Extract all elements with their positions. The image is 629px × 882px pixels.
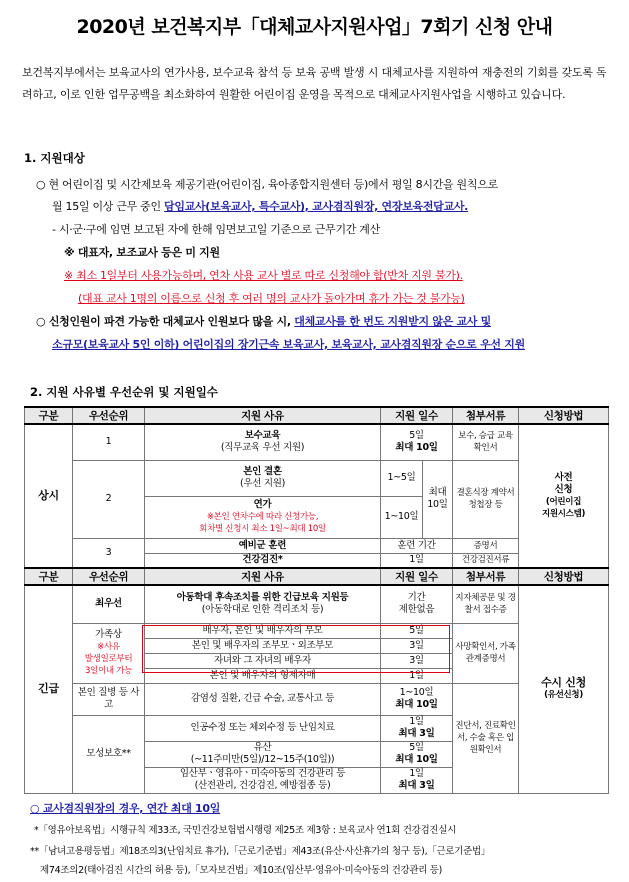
footnote-2: **「남녀고용평등법」제18조의3(난임치료 휴가),「근로기준법」제43조(유산·사산휴가의 청구 등),「근로기준법」 (30, 846, 491, 857)
header-documents: 첨부서류 (453, 568, 519, 585)
rank-cell: 최우선 (73, 585, 145, 623)
category-emergency: 긴급 (25, 585, 73, 793)
days-cell (381, 741, 453, 767)
reason-sub: (~11주미만(5일)/12~15주(10일)) (190, 754, 335, 765)
days-max: 10일 (427, 499, 448, 510)
table-header-row (25, 407, 609, 424)
reason-cell: 본인 및 배우자의 조부모ㆍ외조부모 (145, 638, 381, 653)
target-line-2a: 월 15일 이상 근무 중인 (52, 200, 164, 213)
reason-cell (145, 460, 381, 496)
method-advance (519, 424, 609, 568)
method-line: 지원시스템) (541, 509, 586, 519)
footnote-3: 제74조의2(태아검진 시간의 허용 등),「모자보건법」제10조(임산부·영유아·미숙아동의 건강관리 등) (40, 865, 443, 876)
days-value: 1일 (409, 768, 424, 779)
header-reason: 지원 사유 (145, 407, 381, 424)
rank-cell: 모성보호** (73, 715, 145, 793)
reason-note: ※본인 연차수에 따라 신청가능, (206, 512, 319, 522)
days-max-cell (423, 460, 453, 538)
method-line: 사전 (554, 472, 573, 483)
target-line-1: ○ 현 어린이집 및 시간제보육 제공기관(어린이집, 육아종합지원센터 등)에서 평일 8시간을 원칙으로 (36, 178, 498, 191)
target-line-7 (36, 313, 491, 329)
days-value: 5일 (409, 742, 424, 753)
days-max: 최대 3일 (398, 728, 435, 739)
table-row (25, 585, 609, 623)
rank-note: 발생일로부터 (84, 654, 133, 664)
page-title: 2020년 보건복지부「대체교사지원사업」7회기 신청 안내 (76, 16, 553, 38)
days-value: 제한없음 (398, 604, 435, 616)
days-value: 1~10일 (399, 687, 434, 698)
rank-cell: 2 (73, 460, 145, 538)
reason-title: 보수교육 (244, 430, 281, 442)
reason-cell (145, 585, 381, 623)
doc-cell: 지자체공문 및 경찰서 접수증 (453, 585, 519, 623)
doc-cell: 진단서, 진료확인서, 수술 혹은 입원확인서 (453, 683, 519, 793)
reason-cell: 배우자, 본인 및 배우자의 부모 (145, 623, 381, 638)
reason-cell: 건강검진* (145, 553, 381, 568)
days-max: 최대 (428, 487, 447, 498)
days-cell: 3일 (381, 638, 453, 653)
header-category: 구분 (25, 568, 73, 585)
category-sangsi: 상시 (25, 424, 73, 568)
reason-cell (145, 424, 381, 460)
days-cell (381, 715, 453, 741)
days-cell: 5일 (381, 623, 453, 638)
header-category: 구분 (25, 407, 73, 424)
reason-cell: 인공수정 또는 체외수정 등 난임치료 (145, 715, 381, 741)
reason-title: 유산 (253, 742, 272, 753)
days-cell: 1~5일 (381, 460, 423, 496)
days-cell: 1~10일 (381, 496, 423, 538)
priority-highlight-1: 대체교사를 한 번도 지원받지 않은 교사 및 (294, 315, 491, 328)
reason-sub: (직무교육 우선 지원) (220, 442, 305, 454)
reason-cell (145, 767, 381, 793)
days-cell: 훈련 기간 (381, 538, 453, 553)
days-cell (381, 585, 453, 623)
days-cell (381, 683, 453, 715)
header-days: 지원 일수 (381, 568, 453, 585)
days-value: 1일 (409, 716, 424, 727)
reason-cell: 본인 및 배우자의 형제자매 (145, 668, 381, 683)
reason-sub: (우선 지원) (239, 478, 286, 489)
method-line: (유선신청) (544, 690, 583, 701)
method-line: (어린이집 (545, 497, 582, 507)
target-line-2 (52, 198, 468, 214)
reason-cell: 감염성 질환, 긴급 수술, 교통사고 등 (145, 683, 381, 715)
header-reason: 지원 사유 (145, 568, 381, 585)
days-cell (381, 424, 453, 460)
days-cell: 1일 (381, 668, 453, 683)
header-method: 신청방법 (519, 568, 609, 585)
doc-cell: 건강검진서류 (453, 553, 519, 568)
reason-cell (145, 496, 381, 538)
target-teachers-highlight: 담임교사(보육교사, 특수교사), 교사겸직원장, 연장보육전담교사. (164, 200, 469, 213)
table-row (25, 424, 609, 460)
rank-cell: 1 (73, 424, 145, 460)
days-cell (381, 767, 453, 793)
method-line: 수시 신청 (541, 676, 586, 690)
reason-cell (145, 741, 381, 767)
reason-cell: 자녀와 그 자녀의 배우자 (145, 653, 381, 668)
doc-cell: 보수, 승급 교육확인서 (453, 424, 519, 460)
days-max: 최대 3일 (398, 780, 435, 791)
doc-cell: 결혼식장 계약서 청첩장 등 (453, 460, 519, 538)
rank-cell: 3 (73, 538, 145, 568)
reason-cell: 예비군 훈련 (145, 538, 381, 553)
days-max: 최대 10일 (395, 754, 438, 765)
doc-cell: 사망확인서, 가족관계증명서 (453, 623, 519, 683)
support-table (24, 406, 609, 794)
rank-title: 가족상 (95, 629, 122, 640)
days-cell: 1일 (381, 553, 453, 568)
reason-title: 임산부ㆍ영유아ㆍ미숙아동의 건강관리 등 (179, 768, 346, 779)
reason-sub: (아동학대로 인한 격리조치 등) (201, 604, 324, 616)
rank-cell: 본인 질병 등 사고 (73, 683, 145, 715)
reason-sub: (산전관리, 건강검진, 예방접종 등) (194, 780, 331, 791)
method-line: 신청 (554, 484, 573, 495)
rank-cell-family (73, 623, 145, 683)
target-line-3: - 시·군·구에 임면 보고된 자에 한해 임면보고일 기준으로 근무기간 계산 (52, 223, 380, 236)
days-value: 기간 (407, 592, 426, 604)
header-documents: 첨부서류 (453, 407, 519, 424)
method-emergency (519, 585, 609, 793)
days-max: 최대 10일 (395, 442, 438, 454)
days-cell: 3일 (381, 653, 453, 668)
priority-highlight-2: 소규모(보육교사 5인 이하) 어린이집의 장기근속 보육교사, 보육교사, 교사겸직원장 순으로 우선 지원 (52, 338, 525, 351)
days-max: 최대 10일 (395, 699, 438, 710)
rank-note: 3일이내 가능 (84, 666, 133, 676)
header-priority: 우선순위 (73, 568, 145, 585)
section-2-heading: 2. 지원 사유별 우선순위 및 지원일수 (30, 385, 218, 399)
footnote-1: *「영유아보육법」시행규칙 제33조, 국민건강보험법시행령 제25조 제3항 : 보육교사 연1회 건강검진실시 (34, 825, 457, 836)
reason-title: 연가 (253, 499, 272, 510)
days-value: 5일 (409, 430, 424, 442)
header-priority: 우선순위 (73, 407, 145, 424)
target-line-4: ※ 대표자, 보조교사 등은 미 지원 (64, 246, 220, 259)
reason-title: 본인 결혼 (243, 466, 282, 477)
header-method: 신청방법 (519, 407, 609, 424)
doc-cell: 증명서 (453, 538, 519, 553)
target-line-7a: ○ 신청인원이 파견 가능한 대체교사 인원보다 많을 시, (36, 315, 295, 328)
header-days: 지원 일수 (381, 407, 453, 424)
table-header-row (25, 568, 609, 585)
footer-note: ○ 교사겸직원장의 경우, 연간 최대 10일 (30, 802, 221, 815)
reason-note: 회차별 신청시 최소 1일~최대 10일 (199, 524, 326, 534)
target-line-6: (대표 교사 1명의 이름으로 신청 후 여러 명의 교사가 돌아가며 휴가 가는 것 불가능) (78, 292, 465, 305)
section-1-heading: 1. 지원대상 (24, 151, 85, 165)
rank-note: ※사유 (97, 642, 120, 652)
intro-paragraph: 보건복지부에서는 보육교사의 연가사용, 보수교육 참석 등 보육 공백 발생 시 대체교사를 지원하여 재충전의 기회를 갖도록 독려하고, 이로 인한 업무공백을 최소화하여 원활한 어린이집 운영을 목적으로 대체교사지원사업을 시행하고 있습니다. (22, 66, 607, 101)
reason-title: 아동학대 후속조치를 위한 긴급보육 지원등 (176, 592, 349, 604)
target-line-5: ※ 최소 1일부터 사용가능하며, 연차 사용 교사 별로 따로 신청해야 함(반차 지원 불가). (64, 269, 463, 282)
